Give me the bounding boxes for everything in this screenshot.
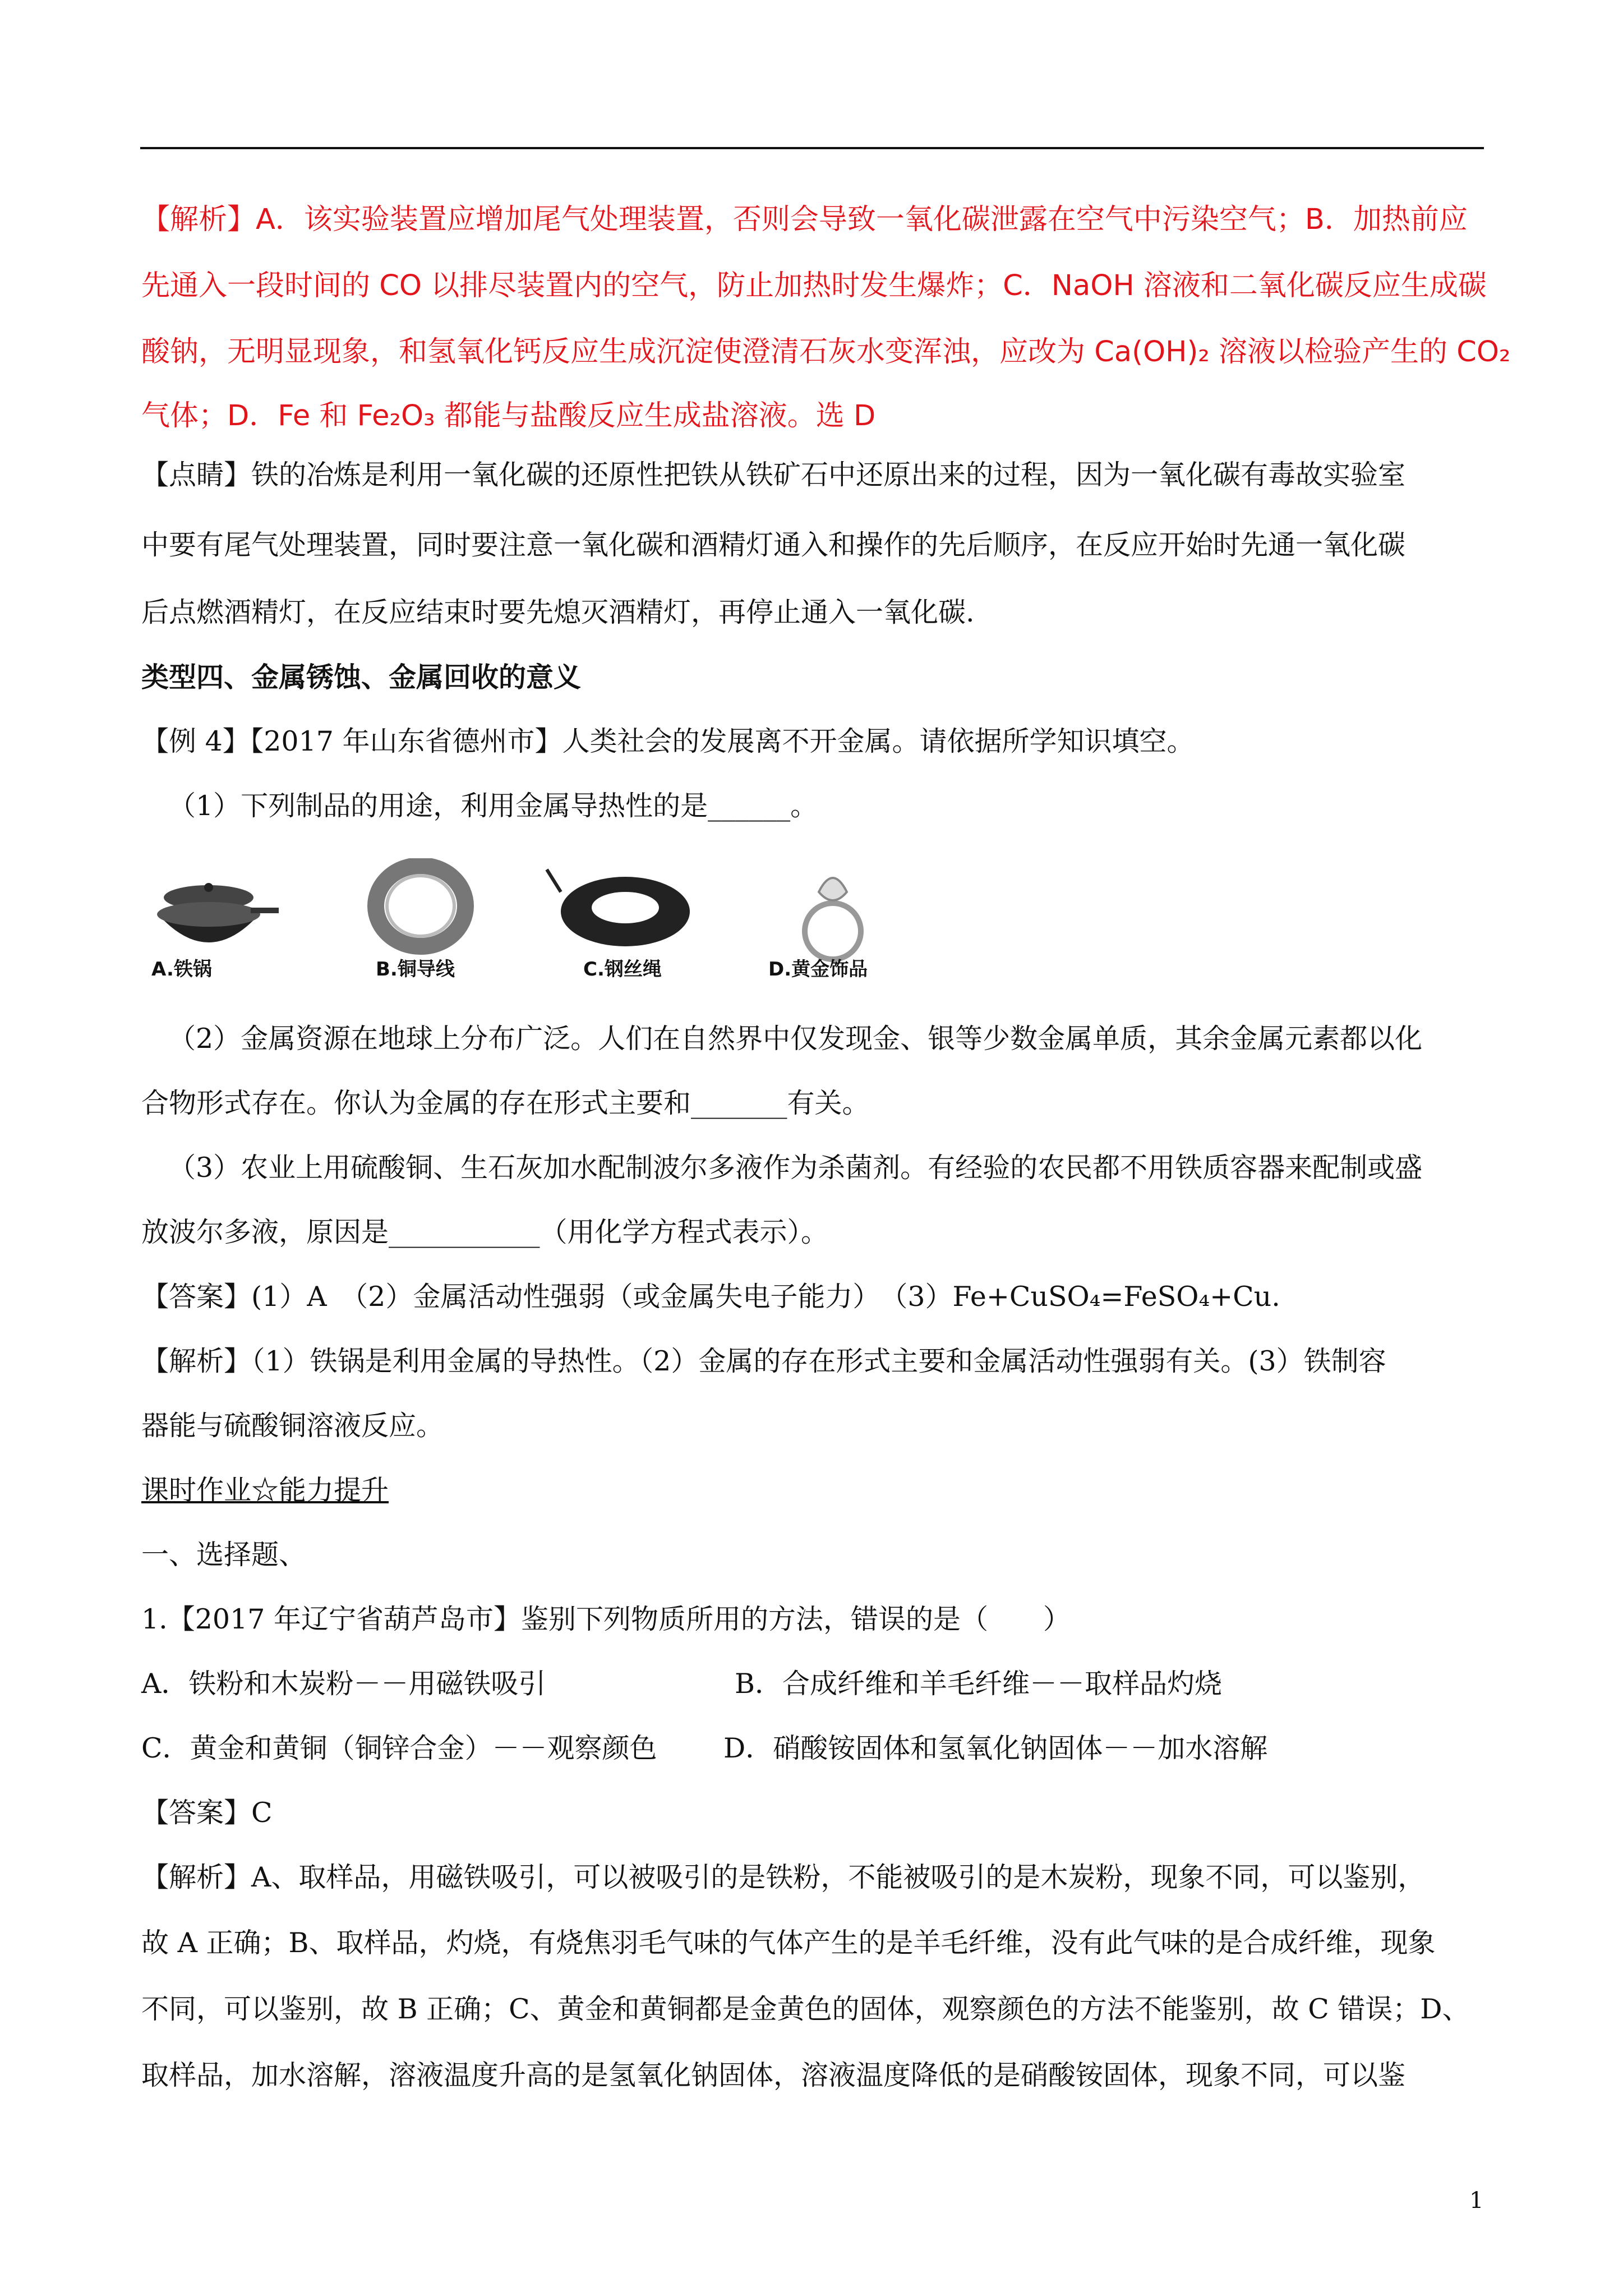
question-1-analysis-line-4: 取样品，加水溶解，溶液温度升高的是氢氧化钠固体，溶液温度降低的是硝酸铵固体，现象不同，可以鉴: [141, 2059, 1406, 2091]
question-1-option-c: C．黄金和黄铜（铜锌合金）－－观察颜色: [141, 1732, 657, 1764]
analysis-line-2: 先通入一段时间的 CO 以排尽装置内的空气，防止加热时发生爆炸；C．NaOH 溶液和二氧化碳反应生成碳: [141, 269, 1487, 302]
example-question-3-line-2: 放波尔多液，原因是___________（用化学方程式表示）。: [141, 1216, 829, 1248]
analysis-line-3: 酸钠，无明显现象，和氢氧化钙反应生成沉淀使澄清石灰水变浑浊，应改为 Ca(OH)₂ 溶液以检验产生的 CO₂: [141, 335, 1511, 369]
caption-b: B.铜导线: [376, 958, 455, 981]
example-analysis-line-1: 【解析】（1）铁锅是利用金属的导热性。（2）金属的存在形式主要和金属活动性强弱有关。(3）铁制容: [141, 1345, 1386, 1377]
question-1-option-d: D．硝酸铵固体和氢氧化钠固体－－加水溶解: [723, 1732, 1268, 1764]
example-answer: 【答案】(1）A （2）金属活动性强弱（或金属失电子能力） （3）Fe+CuSO₄=FeSO₄+Cu.: [141, 1281, 1280, 1313]
page-number: 1: [1469, 2188, 1484, 2214]
comment-line-3: 后点燃酒精灯，在反应结束时要先熄灭酒精灯，再停止通入一氧化碳.: [141, 596, 975, 628]
question-1-analysis-line-3: 不同，可以鉴别，故 B 正确；C、黄金和黄铜都是金黄色的固体，观察颜色的方法不能鉴别，故 C 错误；D、: [141, 1993, 1470, 2025]
example-analysis-line-2: 器能与硫酸铜溶液反应。: [141, 1410, 444, 1442]
example-question-1: （1）下列制品的用途，利用金属导热性的是______。: [168, 790, 818, 822]
question-1-analysis-line-1: 【解析】A、取样品，用磁铁吸引，可以被吸引的是铁粉，不能被吸引的是木炭粉，现象不同，可以鉴别，: [141, 1861, 1426, 1893]
example-question-3-line-1: （3）农业上用硫酸铜、生石灰加水配制波尔多液作为杀菌剂。有经验的农民都不用铁质容器来配制或盛: [168, 1152, 1423, 1184]
question-1-analysis-line-2: 故 A 正确；B、取样品，灼烧，有烧焦羽毛气味的气体产生的是羊毛纤维，没有此气味的是合成纤维，现象: [141, 1927, 1436, 1959]
question-1-option-a: A．铁粉和木炭粉－－用磁铁吸引: [141, 1668, 546, 1700]
question-1-stem: 1.【2017 年辽宁省葫芦岛市】鉴别下列物质所用的方法，错误的是（ ）: [141, 1603, 1071, 1635]
analysis-line-4: 气体；D．Fe 和 Fe₂O₃ 都能与盐酸反应生成盐溶液。选 D: [141, 399, 876, 432]
caption-d: D.黄金饰品: [768, 958, 868, 981]
example-question-2-line-2: 合物形式存在。你认为金属的存在形式主要和_______有关。: [141, 1087, 870, 1119]
example-question-2-line-1: （2）金属资源在地球上分布广泛。人们在自然界中仅发现金、银等少数金属单质，其余金属元素都以化: [168, 1023, 1423, 1055]
question-1-answer: 【答案】C: [141, 1797, 273, 1829]
header-rule: [140, 147, 1484, 149]
comment-line-2: 中要有尾气处理装置，同时要注意一氧化碳和酒精灯通入和操作的先后顺序，在反应开始时先通一氧化碳: [141, 529, 1406, 561]
example-intro: 【例 4】【2017 年山东省德州市】人类社会的发展离不开金属。请依据所学知识填空。: [141, 725, 1195, 757]
question-1-option-b: B．合成纤维和羊毛纤维－－取样品灼烧: [735, 1668, 1223, 1700]
comment-line-1: 【点睛】铁的冶炼是利用一氧化碳的还原性把铁从铁矿石中还原出来的过程，因为一氧化碳有毒故实验室: [141, 459, 1406, 491]
caption-a: A.铁锅: [151, 958, 212, 981]
caption-c: C.钢丝绳: [583, 958, 662, 981]
homework-title: 课时作业☆能力提升: [141, 1474, 389, 1506]
analysis-line-1: 【解析】A．该实验装置应增加尾气处理装置，否则会导致一氧化碳泄露在空气中污染空气；B．加热前应: [141, 203, 1468, 236]
section-title: 类型四、金属锈蚀、金属回收的意义: [141, 661, 582, 693]
section-choice: 一、选择题、: [141, 1539, 307, 1571]
